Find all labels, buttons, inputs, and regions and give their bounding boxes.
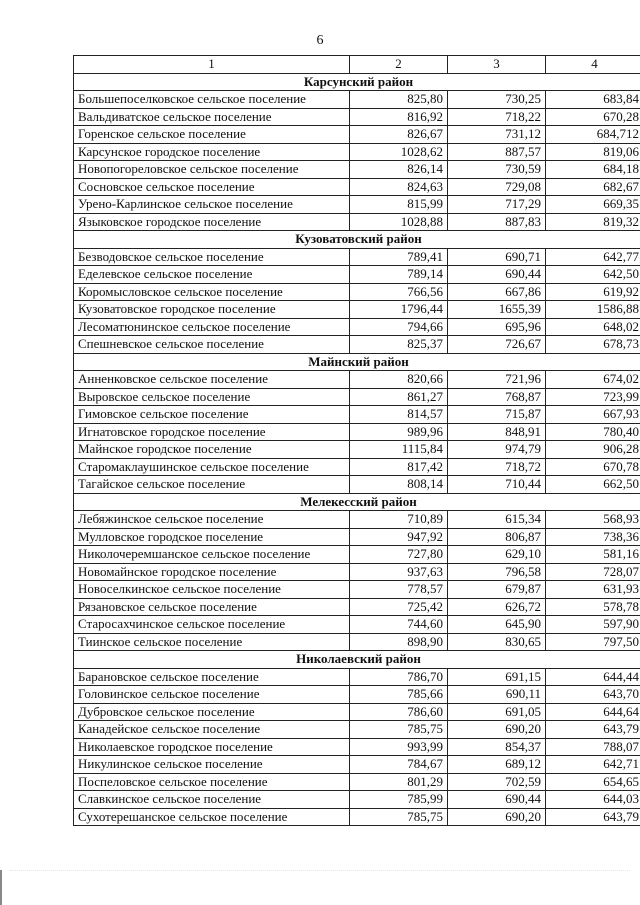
table-row (74, 196, 640, 214)
table-row (74, 581, 640, 599)
district-header-row (74, 493, 640, 511)
table-row (74, 283, 640, 301)
value-col-3: 615,34 (448, 511, 546, 529)
value-col-2: 993,99 (350, 738, 448, 756)
value-col-4: 1586,88 (546, 301, 640, 319)
table-row (74, 563, 640, 581)
value-col-2: 785,75 (350, 721, 448, 739)
value-col-3: 667,86 (448, 283, 546, 301)
settlement-name: Языковское городское поселение (74, 213, 350, 231)
value-col-2: 826,67 (350, 126, 448, 144)
settlement-name: Поспеловское сельское поселение (74, 773, 350, 791)
settlement-name: Новомайнское городское поселение (74, 563, 350, 581)
district-name: Кузоватовский район (74, 231, 640, 249)
table-row (74, 406, 640, 424)
table-row (74, 108, 640, 126)
value-col-3: 731,12 (448, 126, 546, 144)
table-row (74, 528, 640, 546)
value-col-4: 643,79 (546, 808, 640, 826)
settlement-name: Анненковское сельское поселение (74, 371, 350, 389)
value-col-3: 626,72 (448, 598, 546, 616)
settlement-name: Никулинское сельское поселение (74, 756, 350, 774)
value-col-2: 825,80 (350, 91, 448, 109)
table-row (74, 808, 640, 826)
value-col-2: 710,89 (350, 511, 448, 529)
value-col-4: 648,02 (546, 318, 640, 336)
value-col-3: 645,90 (448, 616, 546, 634)
value-col-3: 689,12 (448, 756, 546, 774)
settlement-name: Гимовское сельское поселение (74, 406, 350, 424)
value-col-2: 1028,62 (350, 143, 448, 161)
settlement-name: Головинское сельское поселение (74, 686, 350, 704)
value-col-4: 568,93 (546, 511, 640, 529)
value-col-3: 710,44 (448, 476, 546, 494)
value-col-2: 817,42 (350, 458, 448, 476)
value-col-2: 808,14 (350, 476, 448, 494)
table-row (74, 248, 640, 266)
value-col-3: 729,08 (448, 178, 546, 196)
value-col-3: 691,05 (448, 703, 546, 721)
table-row (74, 388, 640, 406)
settlement-name: Канадейское сельское поселение (74, 721, 350, 739)
value-col-4: 644,64 (546, 703, 640, 721)
value-col-3: 690,71 (448, 248, 546, 266)
value-col-4: 654,65 (546, 773, 640, 791)
table-row (74, 161, 640, 179)
value-col-4: 644,44 (546, 668, 640, 686)
value-col-2: 814,57 (350, 406, 448, 424)
table-row (74, 633, 640, 651)
column-header-3: 3 (448, 56, 546, 74)
district-name: Карсунский район (74, 73, 640, 91)
settlement-name: Безводовское сельское поселение (74, 248, 350, 266)
settlement-name: Лебяжинское сельское поселение (74, 511, 350, 529)
table-body (74, 56, 640, 826)
value-col-2: 786,60 (350, 703, 448, 721)
table-row (74, 371, 640, 389)
value-col-2: 820,66 (350, 371, 448, 389)
value-col-4: 684,712 (546, 126, 640, 144)
value-col-4: 728,07 (546, 563, 640, 581)
settlement-name: Николаевское городское поселение (74, 738, 350, 756)
value-col-2: 789,41 (350, 248, 448, 266)
settlement-name: Кузоватовское городское поселение (74, 301, 350, 319)
table-row (74, 598, 640, 616)
value-col-4: 643,79 (546, 721, 640, 739)
value-col-4: 723,99 (546, 388, 640, 406)
value-col-2: 816,92 (350, 108, 448, 126)
district-header-row (74, 231, 640, 249)
value-col-3: 690,44 (448, 791, 546, 809)
value-col-3: 974,79 (448, 441, 546, 459)
value-col-4: 642,71 (546, 756, 640, 774)
page-number: 6 (316, 33, 324, 48)
value-col-2: 789,14 (350, 266, 448, 284)
settlement-name: Старомаклаушинское сельское поселение (74, 458, 350, 476)
value-col-2: 786,70 (350, 668, 448, 686)
value-col-4: 669,35 (546, 196, 640, 214)
value-col-3: 887,57 (448, 143, 546, 161)
table-row (74, 126, 640, 144)
value-col-2: 744,60 (350, 616, 448, 634)
table-row (74, 213, 640, 231)
value-col-3: 768,87 (448, 388, 546, 406)
district-header-row (74, 651, 640, 669)
value-col-4: 682,67 (546, 178, 640, 196)
value-col-2: 826,14 (350, 161, 448, 179)
scan-artifact-line (10, 870, 630, 891)
scan-edge-mark (0, 870, 8, 905)
value-col-4: 683,84 (546, 91, 640, 109)
value-col-3: 796,58 (448, 563, 546, 581)
value-col-4: 819,32 (546, 213, 640, 231)
value-col-3: 806,87 (448, 528, 546, 546)
table-row (74, 738, 640, 756)
value-col-3: 726,67 (448, 336, 546, 354)
value-col-2: 784,67 (350, 756, 448, 774)
settlement-name: Барановское сельское поселение (74, 668, 350, 686)
table-row (74, 423, 640, 441)
value-col-4: 642,77 (546, 248, 640, 266)
value-col-2: 989,96 (350, 423, 448, 441)
settlement-name: Дубровское сельское поселение (74, 703, 350, 721)
value-col-3: 730,59 (448, 161, 546, 179)
settlement-name: Выровское сельское поселение (74, 388, 350, 406)
value-col-4: 644,03 (546, 791, 640, 809)
value-col-4: 631,93 (546, 581, 640, 599)
value-col-4: 643,70 (546, 686, 640, 704)
tariff-table (73, 55, 640, 826)
value-col-4: 738,36 (546, 528, 640, 546)
settlement-name: Еделевское сельское поселение (74, 266, 350, 284)
table-row (74, 756, 640, 774)
settlement-name: Новопогореловское сельское поселение (74, 161, 350, 179)
value-col-2: 898,90 (350, 633, 448, 651)
value-col-4: 819,06 (546, 143, 640, 161)
table-row (74, 773, 640, 791)
settlement-name: Урено-Карлинское сельское поселение (74, 196, 350, 214)
table-row (74, 511, 640, 529)
table-row (74, 703, 640, 721)
district-name: Мелекесский район (74, 493, 640, 511)
settlement-name: Рязановское сельское поселение (74, 598, 350, 616)
district-name: Майнский район (74, 353, 640, 371)
table-row (74, 721, 640, 739)
value-col-3: 690,20 (448, 721, 546, 739)
value-col-4: 667,93 (546, 406, 640, 424)
table-row (74, 318, 640, 336)
value-col-4: 662,50 (546, 476, 640, 494)
table-row (74, 616, 640, 634)
value-col-3: 691,15 (448, 668, 546, 686)
table-row (74, 791, 640, 809)
value-col-4: 797,50 (546, 633, 640, 651)
value-col-3: 695,96 (448, 318, 546, 336)
value-col-2: 785,75 (350, 808, 448, 826)
value-col-3: 730,25 (448, 91, 546, 109)
value-col-2: 766,56 (350, 283, 448, 301)
settlement-name: Сосновское сельское поселение (74, 178, 350, 196)
table-row (74, 441, 640, 459)
value-col-3: 679,87 (448, 581, 546, 599)
value-col-2: 947,92 (350, 528, 448, 546)
table-row (74, 91, 640, 109)
value-col-3: 702,59 (448, 773, 546, 791)
value-col-3: 690,11 (448, 686, 546, 704)
value-col-4: 597,90 (546, 616, 640, 634)
value-col-3: 830,65 (448, 633, 546, 651)
value-col-3: 887,83 (448, 213, 546, 231)
value-col-3: 721,96 (448, 371, 546, 389)
value-col-3: 1655,39 (448, 301, 546, 319)
settlement-name: Старосахчинское сельское поселение (74, 616, 350, 634)
value-col-4: 642,50 (546, 266, 640, 284)
settlement-name: Коромысловское сельское поселение (74, 283, 350, 301)
value-col-2: 778,57 (350, 581, 448, 599)
value-col-2: 725,42 (350, 598, 448, 616)
value-col-3: 690,20 (448, 808, 546, 826)
value-col-4: 780,40 (546, 423, 640, 441)
value-col-3: 718,72 (448, 458, 546, 476)
value-col-2: 1028,88 (350, 213, 448, 231)
value-col-2: 824,63 (350, 178, 448, 196)
column-header-1: 1 (74, 56, 350, 74)
value-col-4: 674,02 (546, 371, 640, 389)
table-row (74, 458, 640, 476)
column-header-4: 4 (546, 56, 640, 74)
table-row (74, 143, 640, 161)
value-col-2: 785,66 (350, 686, 448, 704)
column-header-2: 2 (350, 56, 448, 74)
value-col-2: 1796,44 (350, 301, 448, 319)
value-col-3: 715,87 (448, 406, 546, 424)
table-row (74, 336, 640, 354)
table-row (74, 686, 640, 704)
table-row (74, 178, 640, 196)
settlement-name: Игнатовское городское поселение (74, 423, 350, 441)
value-col-4: 684,18 (546, 161, 640, 179)
value-col-4: 581,16 (546, 546, 640, 564)
settlement-name: Новоселкинское сельское поселение (74, 581, 350, 599)
settlement-name: Тиинское сельское поселение (74, 633, 350, 651)
settlement-name: Николочеремшанское сельское поселение (74, 546, 350, 564)
value-col-3: 717,29 (448, 196, 546, 214)
value-col-3: 848,91 (448, 423, 546, 441)
district-header-row (74, 353, 640, 371)
settlement-name: Карсунское городское поселение (74, 143, 350, 161)
settlement-name: Сухотерешанское сельское поселение (74, 808, 350, 826)
settlement-name: Славкинское сельское поселение (74, 791, 350, 809)
value-col-4: 788,07 (546, 738, 640, 756)
settlement-name: Вальдиватское сельское поселение (74, 108, 350, 126)
value-col-2: 801,29 (350, 773, 448, 791)
settlement-name: Спешневское сельское поселение (74, 336, 350, 354)
table-row (74, 301, 640, 319)
table-row (74, 266, 640, 284)
value-col-3: 690,44 (448, 266, 546, 284)
value-col-3: 718,22 (448, 108, 546, 126)
district-header-row (74, 73, 640, 91)
value-col-4: 578,78 (546, 598, 640, 616)
value-col-2: 825,37 (350, 336, 448, 354)
value-col-4: 670,28 (546, 108, 640, 126)
value-col-2: 815,99 (350, 196, 448, 214)
table-row (74, 476, 640, 494)
value-col-4: 670,78 (546, 458, 640, 476)
settlement-name: Тагайское сельское поселение (74, 476, 350, 494)
value-col-3: 854,37 (448, 738, 546, 756)
table-row (74, 546, 640, 564)
value-col-3: 629,10 (448, 546, 546, 564)
settlement-name: Горенское сельское поселение (74, 126, 350, 144)
settlement-name: Лесоматюнинское сельское поселение (74, 318, 350, 336)
value-col-4: 906,28 (546, 441, 640, 459)
settlement-name: Майнское городское поселение (74, 441, 350, 459)
settlement-name: Мулловское городское поселение (74, 528, 350, 546)
value-col-2: 861,27 (350, 388, 448, 406)
settlement-name: Большепоселковское сельское поселение (74, 91, 350, 109)
table-row (74, 668, 640, 686)
district-name: Николаевский район (74, 651, 640, 669)
value-col-2: 727,80 (350, 546, 448, 564)
table-header-row (74, 56, 640, 74)
value-col-4: 678,73 (546, 336, 640, 354)
value-col-2: 785,99 (350, 791, 448, 809)
value-col-2: 1115,84 (350, 441, 448, 459)
value-col-2: 937,63 (350, 563, 448, 581)
value-col-2: 794,66 (350, 318, 448, 336)
value-col-4: 619,92 (546, 283, 640, 301)
